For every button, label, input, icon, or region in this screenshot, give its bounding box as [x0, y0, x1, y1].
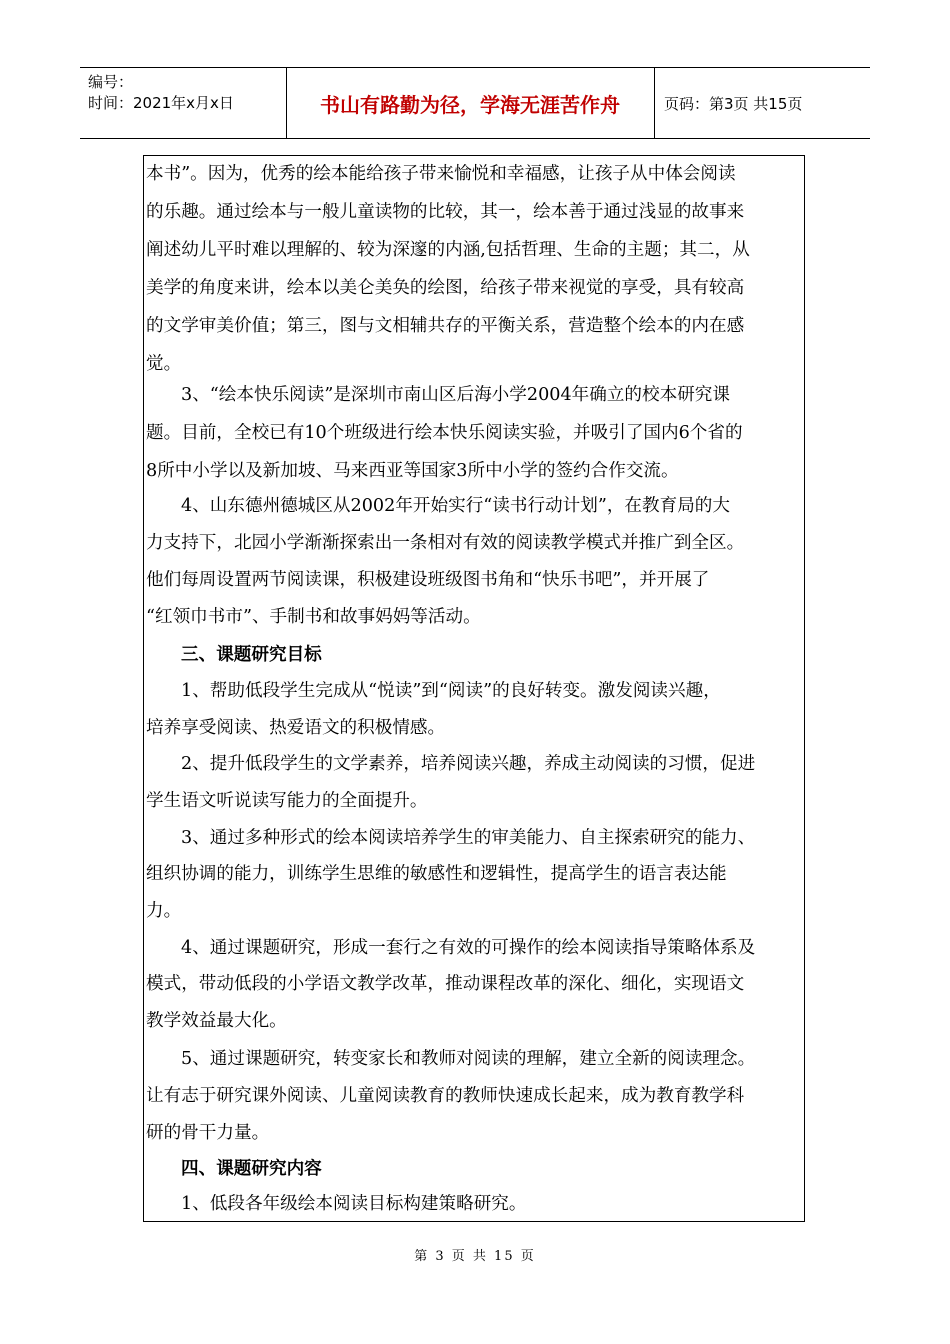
text-line: 本书”。因为，优秀的绘本能给孩子带来愉悦和幸福感，让孩子从中体会阅读: [146, 164, 736, 184]
text-line: 组织协调的能力，训练学生思维的敏感性和逻辑性，提高学生的语言表达能: [146, 864, 727, 884]
document-header: [80, 67, 870, 139]
text-line: 1、帮助低段学生完成从“悦读”到“阅读”的良好转变。激发阅读兴趣，: [181, 681, 721, 701]
text-line: “红领巾书市”、手制书和故事妈妈等活动。: [146, 607, 481, 627]
time-label: 时间：2021年x月x日: [88, 94, 234, 112]
content-box: [143, 155, 805, 1222]
text-line: 模式，带动低段的小学语文教学改革，推动课程改革的深化、细化，实现语文: [146, 974, 745, 994]
code-label: 编号：: [88, 73, 134, 91]
text-line: 培养享受阅读、热爱语文的积极情感。: [146, 718, 446, 738]
text-line: 教学效益最大化。: [146, 1011, 287, 1031]
header-divider: [654, 68, 655, 138]
text-line: 力支持下，北园小学渐渐探索出一条相对有效的阅读教学模式并推广到全区。: [146, 533, 745, 553]
text-line: 3、通过多种形式的绘本阅读培养学生的审美能力、自主探索研究的能力、: [181, 828, 756, 848]
text-line: 8所中小学以及新加坡、马来西亚等国家3所中小学的签约合作交流。: [146, 461, 679, 481]
page-footer: 第 3 页 共 15 页: [414, 1249, 536, 1264]
text-line: 的文学审美价值；第三，图与文相辅共存的平衡关系，营造整个绘本的内在感: [146, 316, 745, 336]
text-line: 阐述幼儿平时难以理解的、较为深邃的内涵,包括哲理、生命的主题；其二，从: [146, 240, 750, 260]
text-line: 让有志于研究课外阅读、儿童阅读教育的教师快速成长起来，成为教育教学科: [146, 1086, 745, 1106]
text-line: 2、提升低段学生的文学素养，培养阅读兴趣，养成主动阅读的习惯，促进: [181, 754, 756, 774]
text-line: 的乐趣。通过绘本与一般儿童读物的比较，其一，绘本善于通过浅显的故事来: [146, 202, 745, 222]
text-line: 4、山东德州德城区从2002年开始实行“读书行动计划”，在教育局的大: [181, 496, 730, 516]
text-line: 5、通过课题研究，转变家长和教师对阅读的理解，建立全新的阅读理念。: [181, 1049, 756, 1069]
text-line: 他们每周设置两节阅读课，积极建设班级图书角和“快乐书吧”，并开展了: [146, 570, 710, 590]
text-line: 美学的角度来讲，绘本以美仑美奂的绘图，给孩子带来视觉的享受，具有较高: [146, 278, 745, 298]
section-heading: 三、课题研究目标: [181, 644, 322, 665]
text-line: 3、“绘本快乐阅读”是深圳市南山区后海小学2004年确立的校本研究课: [181, 385, 730, 405]
text-line: 力。: [146, 901, 182, 921]
header-page-info: 页码：第3页 共15页: [664, 94, 803, 113]
header-motto: 书山有路勤为径，学海无涯苦作舟: [320, 92, 620, 117]
header-meta: [88, 72, 234, 114]
text-line: 研的骨干力量。: [146, 1123, 270, 1143]
text-line: 题。目前，全校已有10个班级进行绘本快乐阅读实验，并吸引了国内6个省的: [146, 423, 743, 443]
text-line: 4、通过课题研究，形成一套行之有效的可操作的绘本阅读指导策略体系及: [181, 938, 756, 958]
text-line: 觉。: [146, 354, 182, 374]
text-line: 1、低段各年级绘本阅读目标构建策略研究。: [181, 1194, 527, 1214]
text-line: 学生语文听说读写能力的全面提升。: [146, 791, 428, 811]
section-heading: 四、课题研究内容: [181, 1158, 322, 1179]
